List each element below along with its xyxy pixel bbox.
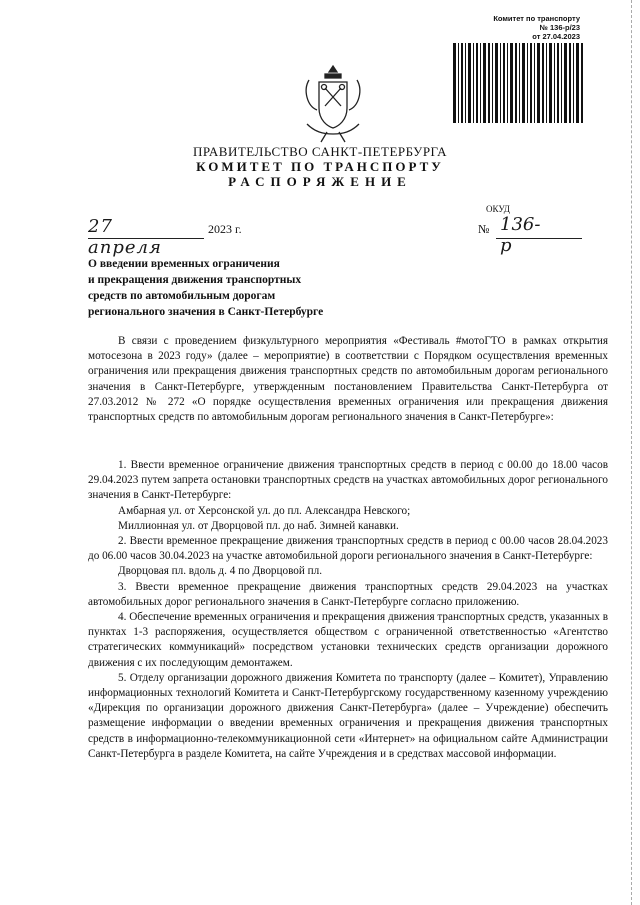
intro-paragraph: В связи с проведением физкультурного мероприятия «Фестиваль #мотоГТО в рамках открытия мотосезона в 2023 году» (далее – мероприятие) в соответствии с Порядком осуществления временных ограничения или прекращения движения транспортных средств по автомобильным дорогам регионального значения в Санкт-Петербурге, утвержденным постановлением Правительства Санкт-Петербурга от 27.03.2012 № 272 «О порядке осуществления временных ограничения или прекращения движения транспортных средств по автомобильным дорогам регионального значения в Санкт-Петербурге»: xyxy=(88,335,608,424)
number-sign: № xyxy=(478,222,490,236)
clause-1-item-b: Миллионная ул. от Дворцовой пл. до наб. Зимней канавки. xyxy=(118,519,399,532)
clause-2-item-a: Дворцовая пл. вдоль д. 4 по Дворцовой пл. xyxy=(118,565,323,578)
stamp-number: № 136-р/23 xyxy=(539,23,580,32)
document-number xyxy=(478,214,541,256)
clause-2: 2. Ввести временное прекращение движения транспортных средств в период с 00.00 часов 28.04.2023 до 06.00 часов 30.04.2023 на участке автомобильной дороги регионального значения в Санкт-Петербурге: xyxy=(88,535,608,563)
clause-5: 5. Отделу организации дорожного движения Комитета по транспорту (далее – Комитет), Управлению информационных технологий Комитета и Санкт-Петербургскому государственному казенному учреждению «Дирекция по организации дорожного движения Санкт-Петербурга» (далее – Учреждение) обеспечить размещение информации о введении временных ограничения и прекращения движения транспортных средств в информационно-телекоммуникационной сети «Интернет» на официальном сайте Администрации Санкт-Петербурга в разделе Комитета, на сайте Учреждения и в средствах массовой информации. xyxy=(88,671,608,760)
clause-4: 4. Обеспечение временных ограничения и прекращения движения транспортных средств, указанных в пунктах 1-3 распоряжения, осуществляется обществом с ограниченной ответственностью «Агентство стратегических коммуникаций» посредством установки технических средств организации дорожного движения с их последующим демонтажем. xyxy=(88,611,608,669)
stamp-date: от 27.04.2023 xyxy=(532,32,580,41)
title-line: регионального значения в Санкт-Петербурге xyxy=(88,306,324,318)
clause-1-item-a: Амбарная ул. от Херсонской ул. до пл. Александра Невского; xyxy=(118,504,411,517)
clause-3: 3. Ввести временное прекращение движения транспортных средств 29.04.2023 на участках автомобильных дорог регионального значения в Санкт-Петербурге согласно приложению. xyxy=(88,580,608,608)
barcode xyxy=(453,43,583,123)
body-intro xyxy=(88,334,608,425)
document-type: РАСПОРЯЖЕНИЕ xyxy=(228,174,412,189)
clause-1: 1. Ввести временное ограничение движения транспортных средств в период с 00.00 до 18.00 часов 29.04.2023 путем запрета остановки транспортных средств на участках автомобильных дорог регионального значения в Санкт-Петербурге: xyxy=(88,459,608,502)
handwritten-number: 136-р xyxy=(500,214,541,256)
registration-stamp xyxy=(468,14,580,41)
committee-title: КОМИТЕТ ПО ТРАНСПОРТУ xyxy=(196,159,444,174)
body-clauses xyxy=(88,458,608,762)
document-title xyxy=(88,256,388,320)
okud-label: ОКУД xyxy=(486,204,510,214)
date-year: 2023 г. xyxy=(208,222,242,236)
title-line: и прекращения движения транспортных xyxy=(88,274,302,286)
coat-of-arms-emblem xyxy=(301,64,365,144)
page-edge-divider xyxy=(631,0,634,905)
number-underline xyxy=(496,238,582,239)
stamp-org: Комитет по транспорту xyxy=(493,14,580,23)
handwritten-date: 27 апреля xyxy=(88,216,162,258)
government-title: ПРАВИТЕЛЬСТВО САНКТ-ПЕТЕРБУРГА xyxy=(192,144,448,159)
title-line: средств по автомобильным дорогам xyxy=(88,290,276,302)
title-line: О введении временных ограничения xyxy=(88,258,280,270)
date-underline xyxy=(88,238,204,239)
